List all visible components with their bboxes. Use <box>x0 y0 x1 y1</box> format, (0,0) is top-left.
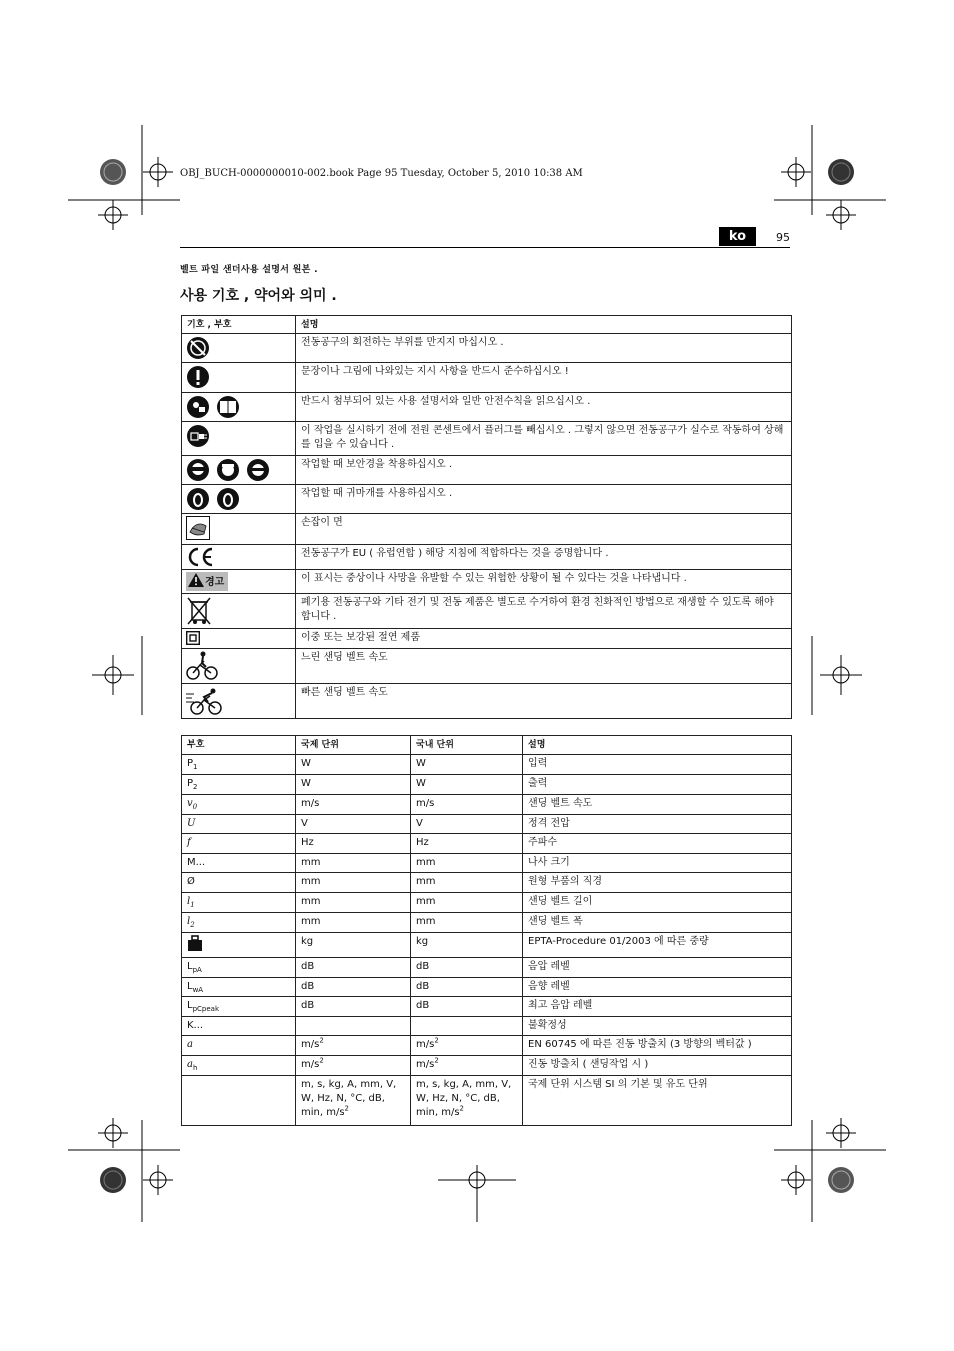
unit-national-superscript: 2 <box>434 1056 439 1065</box>
unit-symbol-subscript: 1 <box>190 901 195 909</box>
manual-subtitle: 벨트 파일 샌더사용 설명서 원본 . <box>180 265 318 275</box>
symbol-description: 전동공구의 회전하는 부위를 만지지 마십시오 . <box>296 334 792 363</box>
table-row <box>182 684 792 719</box>
unit-national-text: mm <box>416 876 436 887</box>
table-row <box>182 594 792 629</box>
unit-symbol <box>182 834 296 854</box>
warning-label-text: 경고 <box>205 577 225 588</box>
symbols-table <box>181 315 792 719</box>
unit-international <box>296 893 411 913</box>
unit-international-superscript: 2 <box>319 1056 324 1065</box>
unit-national-text: mm <box>416 896 436 907</box>
unit-symbol-text: a <box>187 1039 193 1050</box>
unit-symbol-subscript: h <box>192 1064 198 1072</box>
unit-international <box>296 815 411 834</box>
unit-description: 음압 레벨 <box>523 958 792 978</box>
table-row <box>182 755 792 775</box>
unit-description: EPTA-Procedure 01/2003 에 따른 중량 <box>523 933 792 958</box>
unit-symbol <box>182 1036 296 1056</box>
unit-symbol-text: l <box>187 916 191 927</box>
unit-international <box>296 1056 411 1076</box>
table-row <box>182 815 792 834</box>
unit-symbol <box>182 933 296 958</box>
column-header: 설명 <box>296 316 792 334</box>
unit-description: 샌딩 벨트 길이 <box>523 893 792 913</box>
unit-national <box>411 997 523 1017</box>
unit-national-text: W <box>416 778 426 789</box>
unit-symbol <box>182 978 296 997</box>
unit-description: 나사 크기 <box>523 854 792 873</box>
unit-national-text: Hz <box>416 837 429 848</box>
weee-bin-icon <box>186 596 212 626</box>
symbol-description: 이 작업을 실시하기 전에 전원 콘센트에서 플러그를 빼십시오 . 그렇지 않으면 전동공구가 실수로 작동하여 상해를 입을 수 있습니다 . <box>296 422 792 456</box>
units-table <box>181 735 792 1126</box>
table-row <box>182 854 792 873</box>
unit-national <box>411 795 523 815</box>
unit-international <box>296 755 411 775</box>
unit-international <box>296 1076 411 1126</box>
unit-national-text: mm <box>416 916 436 927</box>
double-insulation-icon <box>186 631 200 645</box>
symbol-description: 폐기용 전동공구와 기타 전기 및 전동 제품은 별도로 수거하여 환경 친화적인 방법으로 재생할 수 있도록 해야 합니다 . <box>296 594 792 629</box>
table-row <box>182 997 792 1017</box>
unit-national-text: m/s <box>416 798 435 809</box>
table-row <box>182 933 792 958</box>
unit-symbol-subscript: wA <box>192 986 204 994</box>
column-header: 설명 <box>523 736 792 755</box>
unit-national <box>411 978 523 997</box>
unit-symbol-text: U <box>187 818 196 829</box>
unit-national-superscript: 2 <box>459 1104 465 1113</box>
unit-symbol <box>182 775 296 795</box>
unit-international-text: mm <box>301 916 321 927</box>
ce-mark-icon <box>186 547 214 567</box>
table-row <box>182 514 792 545</box>
unplug-icon <box>186 424 210 448</box>
symbol-description: 작업할 때 보안경을 착용하십시오 . <box>296 456 792 485</box>
unit-symbol <box>182 997 296 1017</box>
unit-international <box>296 958 411 978</box>
no-touch-rotating-icon <box>186 336 210 360</box>
unit-national <box>411 1076 523 1126</box>
unit-national <box>411 1036 523 1056</box>
unit-symbol <box>182 873 296 893</box>
ear-protection-icon <box>186 487 240 511</box>
unit-symbol-text: K... <box>187 1020 204 1031</box>
unit-symbol-text: a <box>187 1059 193 1070</box>
warning-icon <box>188 573 204 587</box>
unit-description: 음향 레벨 <box>523 978 792 997</box>
unit-international-text: mm <box>301 896 321 907</box>
table-header-row <box>182 316 792 334</box>
unit-international-text: m, s, kg, A, mm, V, W, Hz, N, °C, dB, min, m/s <box>301 1079 397 1118</box>
unit-description: 진동 방출치 ( 샌딩작업 시 ) <box>523 1056 792 1076</box>
unit-symbol-text: P <box>187 758 194 769</box>
unit-international-text: mm <box>301 857 321 868</box>
table-row <box>182 485 792 514</box>
unit-international <box>296 775 411 795</box>
unit-international <box>296 913 411 933</box>
unit-national-text: V <box>416 818 423 829</box>
unit-national <box>411 775 523 795</box>
unit-symbol <box>182 958 296 978</box>
symbol-description: 손잡이 면 <box>296 514 792 545</box>
unit-description: 국제 단위 시스템 SI 의 기본 및 유도 단위 <box>523 1076 792 1126</box>
table-row <box>182 545 792 570</box>
weight-icon <box>187 935 203 951</box>
unit-symbol-text: M... <box>187 857 206 868</box>
unit-description: 입력 <box>523 755 792 775</box>
unit-national-text: m, s, kg, A, mm, V, W, Hz, N, °C, dB, min, m/s <box>416 1079 512 1118</box>
unit-national <box>411 913 523 933</box>
read-manual-icon <box>186 395 240 419</box>
unit-international-text: W <box>301 778 311 789</box>
unit-national-text: mm <box>416 857 436 868</box>
unit-international-text: dB <box>301 961 315 972</box>
table-row <box>182 958 792 978</box>
unit-symbol-subscript: pCpeak <box>192 1005 220 1013</box>
table-row <box>182 1076 792 1126</box>
unit-national <box>411 755 523 775</box>
table-row <box>182 834 792 854</box>
table-row <box>182 629 792 649</box>
unit-international-text: m/s <box>301 1039 320 1050</box>
handle-surface-icon <box>186 516 210 540</box>
unit-symbol <box>182 1076 296 1126</box>
exclamation-icon <box>186 365 210 389</box>
unit-international <box>296 873 411 893</box>
symbol-description: 이 표시는 중상이나 사망을 유발할 수 있는 위험한 상황이 될 수 있다는 것을 나타냅니다 . <box>296 570 792 594</box>
table-row <box>182 893 792 913</box>
units-table-body <box>182 755 792 1126</box>
unit-description: 출력 <box>523 775 792 795</box>
unit-symbol <box>182 1017 296 1036</box>
table-row <box>182 978 792 997</box>
table-row <box>182 422 792 456</box>
unit-symbol-text: l <box>187 896 191 907</box>
symbol-description: 느린 샌딩 벨트 속도 <box>296 649 792 684</box>
unit-symbol-text: L <box>187 1000 193 1011</box>
symbol-description: 작업할 때 귀마개를 사용하십시오 . <box>296 485 792 514</box>
unit-international-text: V <box>301 818 308 829</box>
unit-international-superscript: 2 <box>319 1036 324 1045</box>
unit-national-superscript: 2 <box>434 1036 439 1045</box>
unit-symbol <box>182 1056 296 1076</box>
unit-international <box>296 978 411 997</box>
table-row <box>182 913 792 933</box>
symbol-description: 문장이나 그림에 나와있는 지시 사항을 반드시 준수하십시오 ! <box>296 363 792 393</box>
unit-international-text: mm <box>301 876 321 887</box>
table-row <box>182 1036 792 1056</box>
safety-goggles-icon <box>186 458 270 482</box>
unit-national <box>411 873 523 893</box>
unit-international <box>296 1036 411 1056</box>
unit-symbol-text: Ø <box>187 876 195 887</box>
table-row <box>182 1017 792 1036</box>
unit-national <box>411 933 523 958</box>
unit-symbol-text: L <box>187 961 193 972</box>
symbol-description: 빠른 샌딩 벨트 속도 <box>296 684 792 719</box>
unit-symbol-text: L <box>187 981 193 992</box>
page-number: 95 <box>776 231 790 244</box>
unit-description: 최고 음압 레벨 <box>523 997 792 1017</box>
unit-national-text: W <box>416 758 426 769</box>
table-row <box>182 873 792 893</box>
column-header: 기호 , 부호 <box>182 316 296 334</box>
table-row <box>182 1056 792 1076</box>
unit-symbol <box>182 854 296 873</box>
unit-international-text: m/s <box>301 798 320 809</box>
unit-international-text: dB <box>301 981 315 992</box>
warning-label <box>186 572 228 591</box>
table-header-row <box>182 736 792 755</box>
unit-national <box>411 1056 523 1076</box>
unit-international <box>296 795 411 815</box>
column-header: 국제 단위 <box>296 736 411 755</box>
fast-bicycle-icon <box>186 686 222 716</box>
unit-national <box>411 1017 523 1036</box>
unit-description: 원형 부품의 직경 <box>523 873 792 893</box>
unit-symbol-text: P <box>187 778 194 789</box>
symbol-description: 반드시 첨부되어 있는 사용 설명서와 일반 안전수칙을 읽으십시오 . <box>296 393 792 422</box>
table-row <box>182 570 792 594</box>
unit-national-text: m/s <box>416 1059 435 1070</box>
table-row <box>182 363 792 393</box>
table-row <box>182 456 792 485</box>
unit-international <box>296 933 411 958</box>
symbol-description: 전동공구가 EU ( 유럽연합 ) 해당 지침에 적합하다는 것을 증명합니다 . <box>296 545 792 570</box>
unit-national <box>411 893 523 913</box>
table-row <box>182 334 792 363</box>
unit-national <box>411 854 523 873</box>
unit-symbol <box>182 795 296 815</box>
table-row <box>182 775 792 795</box>
unit-national-text: kg <box>416 936 429 947</box>
unit-symbol-subscript: 1 <box>193 763 198 771</box>
unit-description: EN 60745 에 따른 진동 방출치 (3 방향의 벡터값 ) <box>523 1036 792 1056</box>
header-rule <box>180 247 790 248</box>
unit-national-text: dB <box>416 981 430 992</box>
slow-bicycle-icon <box>186 651 218 681</box>
unit-international <box>296 834 411 854</box>
table-row <box>182 649 792 684</box>
unit-national-text: dB <box>416 1000 430 1011</box>
unit-description: 샌딩 벨트 속도 <box>523 795 792 815</box>
unit-symbol-subscript: 2 <box>190 921 195 929</box>
unit-international <box>296 997 411 1017</box>
unit-national <box>411 834 523 854</box>
unit-description: 정격 전압 <box>523 815 792 834</box>
unit-symbol-subscript: pA <box>192 966 202 974</box>
unit-national <box>411 815 523 834</box>
table-row <box>182 393 792 422</box>
unit-international-text: Hz <box>301 837 314 848</box>
unit-international <box>296 1017 411 1036</box>
unit-description: 주파수 <box>523 834 792 854</box>
unit-symbol <box>182 893 296 913</box>
unit-description: 샌딩 벨트 폭 <box>523 913 792 933</box>
unit-international-superscript: 2 <box>344 1104 350 1113</box>
unit-description: 불확정성 <box>523 1017 792 1036</box>
unit-international <box>296 854 411 873</box>
column-header: 부호 <box>182 736 296 755</box>
unit-symbol-text: f <box>187 837 191 848</box>
file-meta-line: OBJ_BUCH-0000000010-002.book Page 95 Tuesday, October 5, 2010 10:38 AM <box>180 168 583 179</box>
unit-symbol-subscript: 2 <box>193 783 198 791</box>
unit-symbol-text: v <box>187 798 193 809</box>
language-badge: ko <box>719 227 756 246</box>
table-row <box>182 795 792 815</box>
unit-international-text: dB <box>301 1000 315 1011</box>
unit-national-text: dB <box>416 961 430 972</box>
column-header: 국내 단위 <box>411 736 523 755</box>
unit-national <box>411 958 523 978</box>
unit-international-text: W <box>301 758 311 769</box>
unit-national-text: m/s <box>416 1039 435 1050</box>
section-title: 사용 기호 , 약어와 의미 . <box>180 288 337 304</box>
unit-international-text: m/s <box>301 1059 320 1070</box>
unit-symbol <box>182 815 296 834</box>
unit-symbol <box>182 755 296 775</box>
unit-international-text: kg <box>301 936 314 947</box>
unit-symbol-subscript: 0 <box>192 803 198 811</box>
unit-symbol <box>182 913 296 933</box>
symbol-description: 이중 또는 보강된 절연 제품 <box>296 629 792 649</box>
